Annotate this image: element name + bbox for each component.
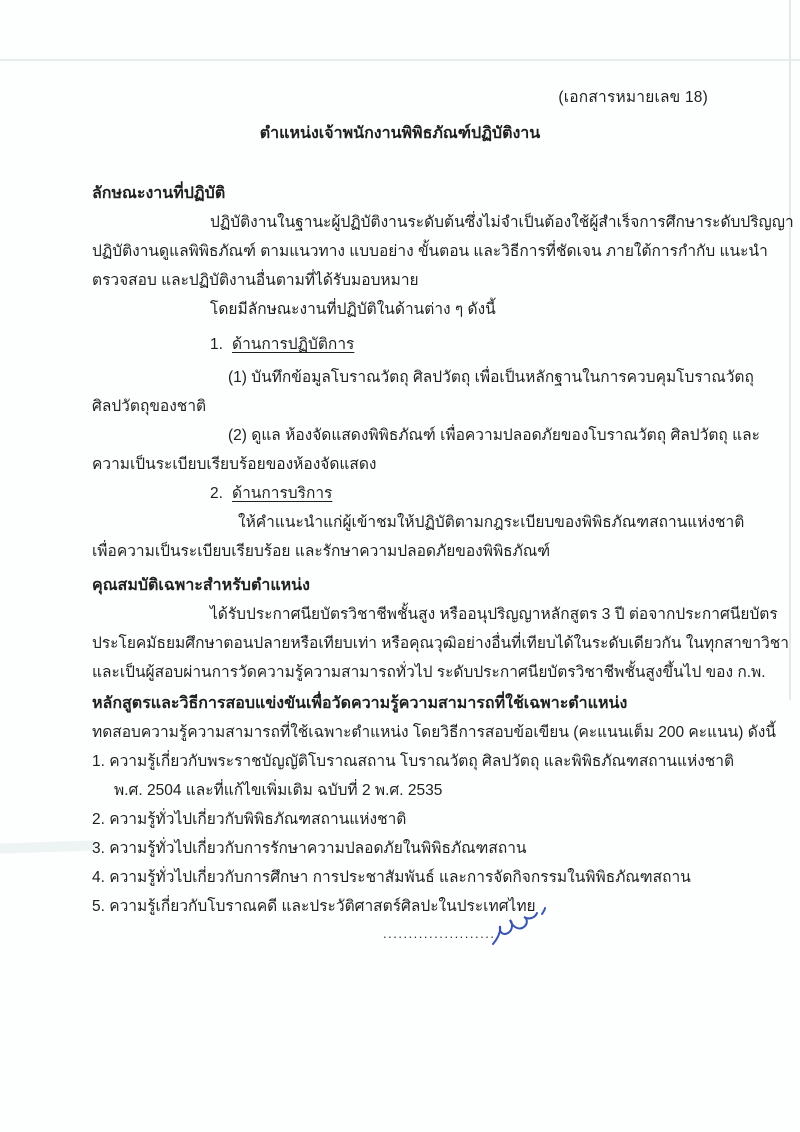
exam-topic-line: พ.ศ. 2504 และที่แก้ไขเพิ่มเติม ฉบับที่ 2 พ.ศ. 2535 [114,782,443,799]
duty-1-number: 1. [210,336,223,353]
document-number: (เอกสารหมายเลข 18) [558,89,708,106]
exam-intro-line: ทดสอบความรู้ความสามารถที่ใช้เฉพาะตำแหน่ง โดยวิธีการสอบข้อเขียน (คะแนนเต็ม 200 คะแนน) ดังนี้ [92,724,776,741]
exam-topic-line: 3. ความรู้ทั่วไปเกี่ยวกับการรักษาความปลอดภัยในพิพิธภัณฑสถาน [92,840,527,857]
section-heading-exam: หลักสูตรและวิธีการสอบแข่งขันเพื่อวัดความรู้ความสามารถที่ใช้เฉพาะตำแหน่ง [92,695,628,712]
signature-dotted-line: ...................... [383,926,496,941]
exam-topic-line: 2. ความรู้ทั่วไปเกี่ยวกับพิพิธภัณฑสถานแห่งชาติ [92,811,407,828]
exam-topic-line: 1. ความรู้เกี่ยวกับพระราชบัญญัติโบราณสถาน โบราณวัตถุ ศิลปวัตถุ และพิพิธภัณฑสถานแห่งชาติ [92,753,735,770]
job-intro-line: ปฏิบัติงานดูแลพิพิธภัณฑ์ ตามแนวทาง แบบอย่าง ขั้นตอน และวิธีการที่ชัดเจน ภายใต้การกำกับ แนะนำ [92,243,768,260]
duty-1-title: ด้านการปฏิบัติการ [232,336,355,353]
document-content [92,0,794,921]
qualifications-line: ได้รับประกาศนียบัตรวิชาชีพชั้นสูง หรืออนุปริญญาหลักสูตร 3 ปี ต่อจากประกาศนียบัตร [210,606,778,623]
duty-1-heading [92,330,708,359]
job-intro-line: ตรวจสอบ และปฏิบัติงานอื่นตามที่ได้รับมอบหมาย [92,272,419,289]
job-intro-line: ปฏิบัติงานในฐานะผู้ปฏิบัติงานระดับต้นซึ่งไม่จำเป็นต้องใช้ผู้สำเร็จการศึกษาระดับปริญญา [210,214,794,231]
exam-topic-line: 4. ความรู้ทั่วไปเกี่ยวกับการศึกษา การประชาสัมพันธ์ และการจัดกิจกรรมในพิพิธภัณฑสถาน [92,869,691,886]
scan-artifact-right-edge [789,0,791,700]
duty-2-number: 2. [210,485,223,502]
signature-area [383,906,551,954]
section-heading-qualifications: คุณสมบัติเฉพาะสำหรับตำแหน่ง [92,577,310,594]
section-heading-job-description: ลักษณะงานที่ปฏิบัติ [92,185,226,202]
duty-1-item-2-line: ความเป็นระเบียบเรียบร้อยของห้องจัดแสดง [92,456,377,473]
qualifications-line: และเป็นผู้สอบผ่านการวัดความรู้ความสามารถทั่วไป ระดับประกาศนียบัตรวิชาชีพชั้นสูงขึ้นไป ของ ก.พ. [92,664,766,681]
duty-1-item-2-line: (2) ดูแล ห้องจัดแสดงพิพิธภัณฑ์ เพื่อความปลอดภัยของโบราณวัตถุ ศิลปวัตถุ และ [228,427,760,444]
duty-2-title: ด้านการบริการ [232,485,333,502]
duty-1-item-1-line: ศิลปวัตถุของชาติ [92,398,207,415]
scan-artifact-left-smudge [0,840,96,853]
duty-2-body-line: ให้คำแนะนำแก่ผู้เข้าชมให้ปฏิบัติตามกฎระเบียบของพิพิธภัณฑสถานแห่งชาติ [238,514,745,531]
handwritten-signature-icon [489,906,551,948]
exam-topic-line: 5. ความรู้เกี่ยวกับโบราณคดี และประวัติศาสตร์ศิลปะในประเทศไทย [92,898,536,915]
duty-2-body-line: เพื่อความเป็นระเบียบเรียบร้อย และรักษาความปลอดภัยของพิพิธภัณฑ์ [92,543,551,560]
job-lead-line: โดยมีลักษณะงานที่ปฏิบัติในด้านต่าง ๆ ดังนี้ [210,301,496,318]
duty-1-item-1-line: (1) บันทึกข้อมูลโบราณวัตถุ ศิลปวัตถุ เพื่อเป็นหลักฐานในการควบคุมโบราณวัตถุ [228,369,754,386]
page-title: ตำแหน่งเจ้าพนักงานพิพิธภัณฑ์ปฏิบัติงาน [259,125,541,142]
qualifications-line: ประโยคมัธยมศึกษาตอนปลายหรือเทียบเท่า หรือคุณวุฒิอย่างอื่นที่เทียบได้ในระดับเดียวกัน ในทุกสาขาวิชา [92,635,789,652]
duty-2-heading [92,479,708,508]
